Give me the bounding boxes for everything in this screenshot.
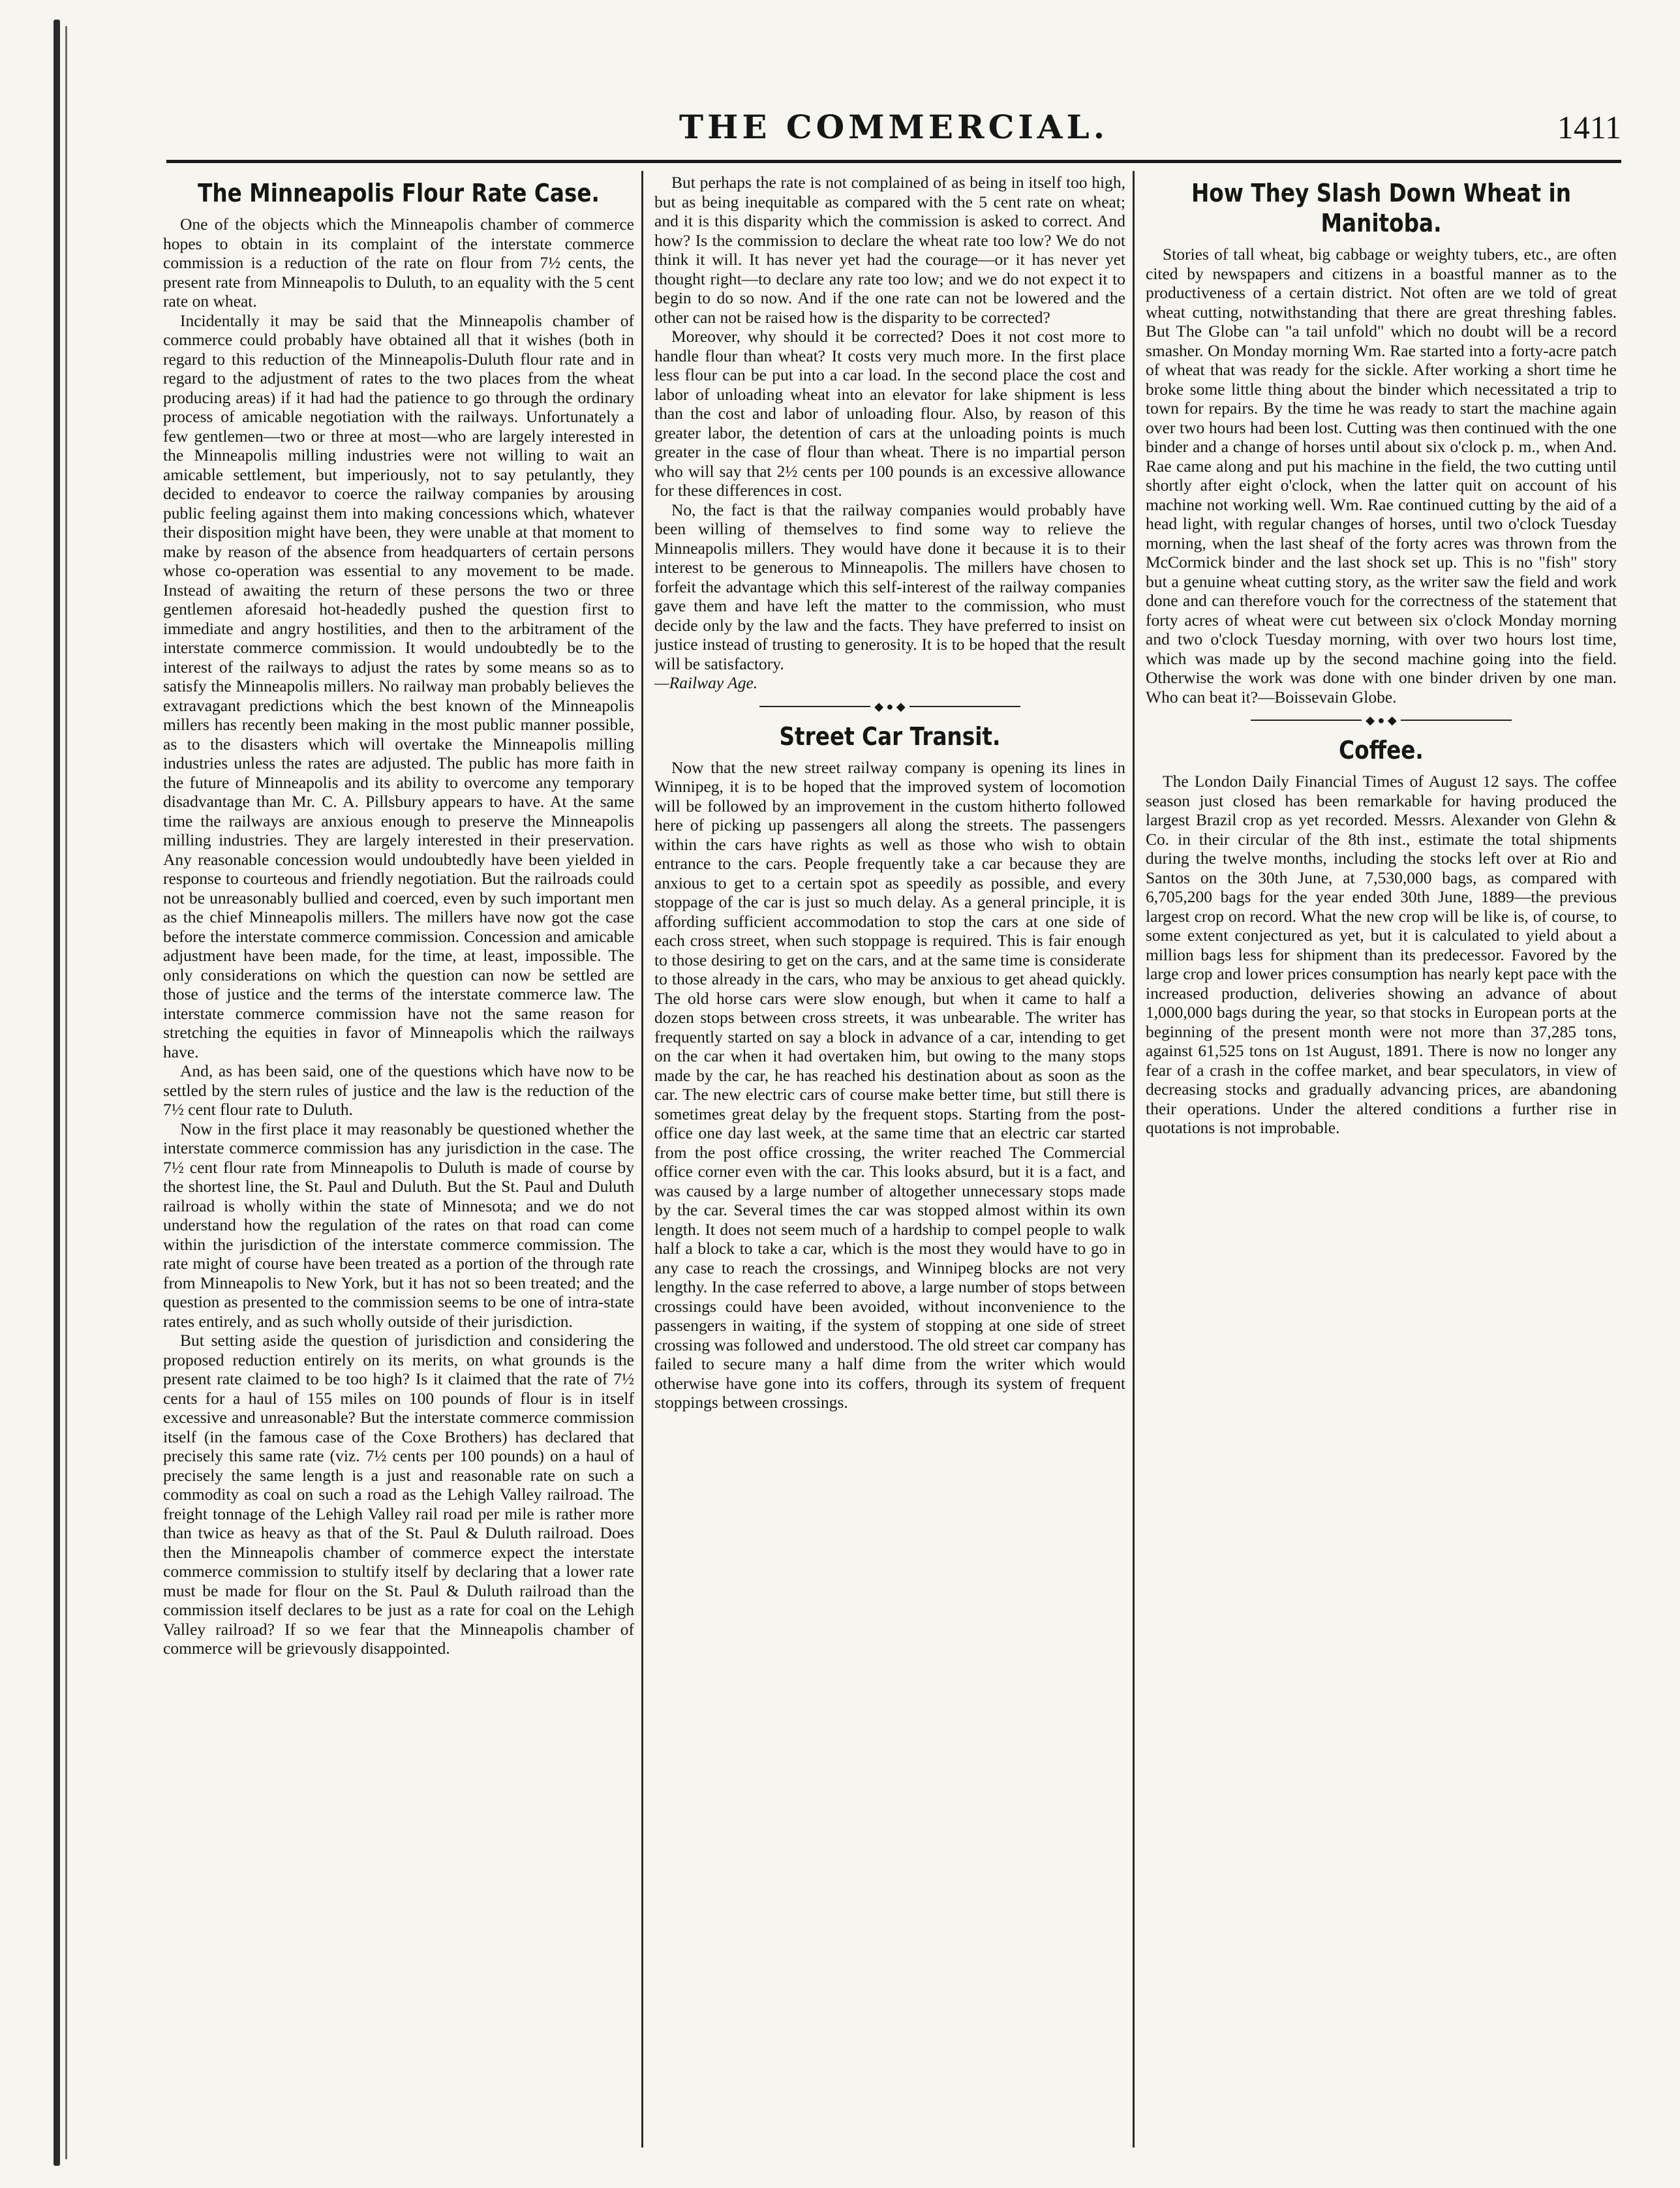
column-1 [163, 173, 634, 2143]
article-paragraph: Stories of tall wheat, big cabbage or weighty tubers, etc., are often cited by newspapers and citizens in a boastful manner as to the productiveness of a certain district. Not often are we told of great wheat cutting, notwithstanding that there are great threshing fables. But The Globe can "a tail unfold" which no doubt will be a record smasher. On Monday morning Wm. Rae started into a forty-acre patch of wheat that was ready for the sickle. After working a short time he broke some little thing about the binder which necessitated a trip to town for repairs. By the time he was ready to start the machine again over two hours had been lost. Cutting was then continued with the one binder and a change of horses until about six o'clock p. m., when And. Rae came along and put his machine in the field, the two cutting until shortly after eight o'clock, when the latter quit on account of his machine not working well. Wm. Rae continued cutting by the aid of a head light, with regular changes of horses, until two o'clock Tuesday morning, when the last sheaf of the forty acres was thrown from the McCormick binder and the last shock set up. This is no "fish" story but a genuine wheat cutting story, as the writer saw the field and work done and can therefore vouch for the correctness of the statement that forty acres of wheat were cut between six o'clock Monday morning and two o'clock Tuesday morning, with over two hours lost time, which was made up by the second machine going into the field. Otherwise the work was done with one binder driven by one man. Who can beat it?—Boissevain Globe. [1146, 245, 1617, 707]
article-title: Street Car Transit. [779, 722, 1001, 751]
column-rule [641, 171, 643, 2148]
article-paragraph: No, the fact is that the railway companies would probably have been willing of themselves to find some way to relieve the Minneapolis millers. They would have done it because it is to their interest to be generous to Minneapolis. The millers have chosen to forfeit the advantage which this self-interest of the railway companies gave them and have left the matter to the commission, who must decide only by the law and the facts. They have preferred to insist on justice instead of trusting to generosity. It is to be hoped that the result will be satisfactory. [654, 500, 1125, 673]
article-paragraph: The London Daily Financial Times of August 12 says. The coffee season just closed has been remarkable for having produced the largest Brazil crop as yet recorded. Messrs. Alexander von Glehn & Co. in their circular of the 8th inst., estimate the total shipments during the twelve months, including the stocks left over at Rio and Santos on the 30th June, at 7,530,000 bags, as compared with 6,705,200 bags for the year ended 30th June, 1889—the previous largest crop on record. What the new crop will be like is, of course, to some extent conjectured as yet, but it is calculated to yield about a million bags less for shipment than its predecessor. Favored by the large crop and lower prices consumption has nearly kept pace with the increased production, deliveries showing an advance of about 1,000,000 bags during the year, so that stocks in European ports at the beginning of the present month were not more than 37,285 tons, against 61,525 tons on 1st August, 1891. There is now no longer any fear of a crash in the coffee market, and bear speculators, in view of decreasing stocks and gradually advancing prices, are abandoning their operations. Under the altered conditions a further rise in quotations is not improbable. [1146, 772, 1617, 1137]
article-title: The Minneapolis Flour Rate Case. [198, 179, 600, 207]
masthead-rule [166, 160, 1621, 163]
binding-shadow [65, 26, 67, 2159]
article-paragraph: And, as has been said, one of the questions which have now to be settled by the stern rules of justice and the law is the reduction of the 7½ cent flour rate to Duluth. [163, 1061, 634, 1119]
article-paragraph: Incidentally it may be said that the Minneapolis chamber of commerce could probably have obtained all that it wishes (both in regard to this reduction of the Minneapolis-Duluth flour rate and in regard to the adjustment of rates to the two places from the wheat producing areas) if it had had the patience to go through the ordinary process of amicable negotiation with the railways. Unfortunately a few gentlemen—two or three at most—who are largely interested in the Minneapolis milling industries were not willing to wait an amicable settlement, but imperiously, not to say petulantly, they decided to endeavor to coerce the railway companies by arousing public feeling against them into making concessions which, whatever their disposition might have been, they were unable at that moment to make by reason of the absence from headquarters of certain persons whose co-operation was essential to any movement to be made. Instead of awaiting the return of these persons the two or three gentlemen aforesaid hot-headedly pushed the question first to immediate and angry hostilities, and then to the arbitrament of the interstate commerce commission. It would undoubtedly be to the interest of the railways to adjust the rates by some means so as to satisfy the Minneapolis millers. No railway man probably believes the extravagant predictions which the best known of the Minneapolis millers has recently been making in the most public manner possible, as to the disasters which will overtake the Minneapolis milling industries unless the rates are adjusted. The public has more faith in the future of Minneapolis and its ability to overcome any temporary disadvantage than Mr. C. A. Pillsbury appears to have. At the same time the railways are anxious enough to preserve the Minneapolis milling industries. They are largely interested in their preservation. Any reasonable concession would undoubtedly have been yielded in response to courteous and friendly negotiation. But the railroads could not be unreasonably bullied and coerced, even by such important men as the chief Minneapolis millers. The millers have now got the case before the interstate commerce commission. Concession and amicable adjustment have been made, for the time, at least, impossible. The only considerations on which the question can now be settled are those of justice and the terms of the interstate commerce law. The interstate commerce commission have not the same reason for stretching the equities in favor of Minneapolis which the railways have. [163, 311, 634, 1061]
article-paragraph: But setting aside the question of jurisdiction and considering the proposed reduction entirely on its merits, on what grounds is the present rate claimed to be too high? Is it claimed that the rate of 7½ cents for a haul of 155 miles on 100 pounds of flour is in itself excessive and unreasonable? But the interstate commerce commission itself (in the famous case of the Coxe Brothers) has declared that precisely this same rate (viz. 7½ cents per 100 pounds) on a haul of precisely the same length is a just and reasonable rate on such a commodity as coal on such a road as the Lehigh Valley railroad. The freight tonnage of the Lehigh Valley rail road per mile is rather more than twice as heavy as that of the St. Paul & Duluth railroad. Does then the Minneapolis chamber of commerce expect the interstate commerce commission to stultify itself by declaring that a lower rate must be made for flour on the St. Paul & Duluth railroad than the commission itself declares to be just as a rate for coal on the Lehigh Valley railroad? If so we fear that the Minneapolis chamber of commerce will be grievously disappointed. [163, 1331, 634, 1658]
masthead [166, 108, 1621, 147]
article-paragraph: But perhaps the rate is not complained of as being in itself too high, but as being inequitable as compared with the 5 cent rate on wheat; and it is this disparity which the commission is asked to correct. And how? Is the commission to declare the wheat rate too low? We do not think it will. It has never yet had the courage—or it has never yet thought right—to declare any rate too low; and we do not expect it to begin to do so now. And if the one rate can not be lowered and the other can not be raised how is the disparity to be corrected? [654, 173, 1125, 327]
article-paragraph: Now that the new street railway company is opening its lines in Winnipeg, it is to be hoped that the improved system of locomotion will be followed by an improvement in the custom hitherto followed here of picking up passengers all along the streets. The passengers within the cars have rights as well as those who wish to obtain entrance to the cars. People frequently take a car because they are anxious to get to a certain spot as speedily as possible, and every stoppage of the car is just so much delay. As a general principle, it is affording sufficient accommodation to stop the cars at one side of each cross street, when such stoppage is required. This is fair enough to those desiring to get on the cars, and at the same time is considerate to those already in the cars, who may be anxious to get ahead quickly. The old horse cars were slow enough, but when it came to half a dozen stops between cross streets, it was unbearable. The writer has frequently started on say a block in advance of a car, intending to get on the car when it had overtaken him, but owing to the many stops made by the car, he has reached his destination about as soon as the car. The new electric cars of course make better time, but still there is sometimes great delay by the frequent stops. Starting from the post-office one day last week, at the same time that an electric car started from the post office crossing, the writer reached The Commercial office corner even with the car. This looks absurd, but it is a fact, and was caused by a large number of altogether unnecessary stops made by the car. Several times the car was stopped almost within its own length. It does not seem much of a hardship to compel people to walk half a block to take a car, which is the most they would have to go in any case to reach the crossings, and Winnipeg blocks are not very lengthy. In the case referred to above, a large number of stops between crossings could have been avoided, without inconvenience to the passengers in waiting, if the system of stopping at one side of street crossing was followed and understood. The old street car company has failed to secure many a half dime from the writer which would otherwise have gone into its coffers, through its system of frequent stoppings between crossings. [654, 757, 1125, 1412]
newspaper-title: THE COMMERCIAL. [679, 108, 1109, 146]
column-rule [1133, 171, 1135, 2148]
section-divider: ◆ ● ◆ [1146, 710, 1617, 730]
article-paragraph: Moreover, why should it be corrected? Does it not cost more to handle flour than wheat? It costs very much more. In the first place less flour can be put into a car load. In the second place the cost and labor of unloading wheat into an elevator for lake shipment is less than the cost and labor of unloading flour. Also, by reason of this greater labor, the detention of cars at the unloading points is much greater in the case of flour than wheat. There is no impartial person who will say that 2½ cents per 100 pounds is an excessive allowance for these differences in cost. [654, 327, 1125, 500]
section-divider: ◆ ● ◆ [654, 697, 1125, 716]
column-2 [654, 173, 1125, 2143]
article-paragraph: Now in the first place it may reasonably be questioned whether the interstate commerce commission has any jurisdiction in the case. The 7½ cent flour rate from Minneapolis to Duluth is made of course by the shortest line, the St. Paul and Duluth. But the St. Paul and Duluth railroad is wholly within the state of Minnesota; and we do not understand how the regulation of the rates on that road can come within the jurisdiction of the interstate commerce commission. The rate might of course have been treated as a portion of the through rate from Minneapolis to New York, but it has not so been treated; and the question as presented to the commission seems to be one of intra-state rates entirely, and as such wholly outside of their jurisdiction. [163, 1119, 634, 1331]
column-3 [1146, 173, 1617, 2143]
page-number: 1411 [1557, 109, 1621, 145]
article-title: How They Slash Down Wheat in Manitoba. [1191, 179, 1572, 237]
binding-edge [53, 20, 60, 2166]
article-title: Coffee. [1339, 736, 1424, 765]
article-source: —Railway Age. [654, 673, 758, 692]
article-paragraph: One of the objects which the Minneapolis chamber of commerce hopes to obtain in its complaint of the interstate commerce commission is a reduction of the rate on flour from 7½ cents, the present rate from Minneapolis to Duluth, to an equality with the 5 cent rate on wheat. [163, 215, 634, 311]
